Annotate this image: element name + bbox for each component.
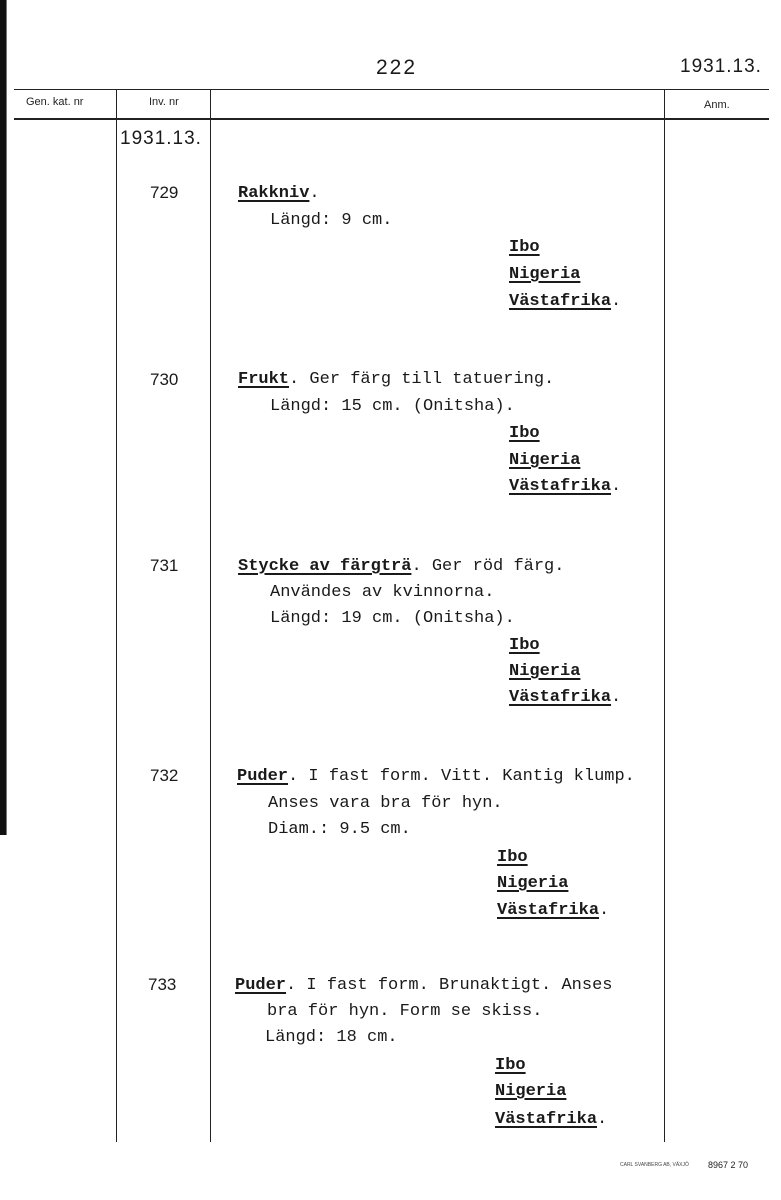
entry-detail: Längd: 9 cm. <box>270 211 393 230</box>
item-description: . Ger färg till tatuering. <box>289 370 555 389</box>
column-divider-gen-inv <box>116 89 117 1142</box>
origin-people: Ibo <box>509 636 540 655</box>
origin-region: Västafrika <box>495 1110 598 1129</box>
origin-people: Ibo <box>509 424 540 443</box>
binding-edge <box>6 0 7 835</box>
origin-region: Västafrika <box>509 477 612 496</box>
item-description: . I fast form. Brunaktigt. Anses <box>286 976 613 995</box>
entry-detail: Längd: 19 cm. (Onitsha). <box>270 609 515 628</box>
item-description: . Ger röd färg. <box>411 557 565 576</box>
item-name: Stycke av färgträ <box>238 557 412 576</box>
item-name: Puder <box>237 767 289 786</box>
origin-region: Västafrika <box>509 292 612 311</box>
column-divider-inv-text <box>210 89 211 1142</box>
origin-region-line: Västafrika. <box>509 688 622 707</box>
origin-people: Ibo <box>495 1056 526 1075</box>
origin-region: Västafrika <box>509 688 612 707</box>
column-header-gen-kat-nr: Gen. kat. nr <box>26 96 84 108</box>
header-catalog-number: 1931.13. <box>680 56 762 77</box>
origin-people: Ibo <box>497 848 528 867</box>
entry-detail: Diam.: 9.5 cm. <box>268 820 411 839</box>
origin-region-line: Västafrika. <box>497 901 610 920</box>
entry-detail: Längd: 15 cm. (Onitsha). <box>270 397 515 416</box>
origin-region-line: Västafrika. <box>495 1110 608 1129</box>
entry-number: 732 <box>150 766 179 785</box>
origin-country: Nigeria <box>495 1082 567 1101</box>
origin-country: Nigeria <box>509 451 581 470</box>
origin-people: Ibo <box>509 238 540 257</box>
column-header-anm: Anm. <box>704 99 730 111</box>
item-name: Rakkniv <box>238 184 310 203</box>
entry-number: 731 <box>150 556 179 575</box>
form-number: 8967 2 70 <box>708 1160 749 1170</box>
origin-country: Nigeria <box>497 874 569 893</box>
origin-region-line: Västafrika. <box>509 477 622 496</box>
entry-title-line <box>238 370 554 389</box>
entry-detail: Anses vara bra för hyn. <box>268 794 503 813</box>
entry-number: 733 <box>148 975 177 994</box>
entry-number: 729 <box>150 183 179 202</box>
item-name: Frukt <box>238 370 290 389</box>
table-top-rule <box>14 89 769 90</box>
item-description: . <box>309 184 320 203</box>
entry-detail: bra för hyn. Form se skiss. <box>267 1002 543 1021</box>
origin-region-line: Västafrika. <box>509 292 622 311</box>
item-description: . I fast form. Vitt. Kantig klump. <box>288 767 635 786</box>
entry-title-line <box>238 184 320 203</box>
origin-region: Västafrika <box>497 901 600 920</box>
entry-title-line <box>235 976 612 995</box>
origin-country: Nigeria <box>509 265 581 284</box>
item-name: Puder <box>235 976 287 995</box>
column-divider-text-anm <box>664 89 665 1142</box>
printer-mark: CARL SVANBERG AB, VÄXJÖ <box>620 1162 689 1168</box>
table-header-rule <box>14 118 769 120</box>
year-label: 1931.13. <box>120 128 202 149</box>
origin-country: Nigeria <box>509 662 581 681</box>
column-header-inv-nr: Inv. nr <box>149 96 179 108</box>
entry-detail: Längd: 18 cm. <box>265 1028 398 1047</box>
entry-title-line <box>238 557 564 576</box>
entry-detail: Användes av kvinnorna. <box>270 583 495 602</box>
entry-title-line <box>237 767 635 786</box>
entry-number: 730 <box>150 370 179 389</box>
page-number: 222 <box>376 56 418 79</box>
